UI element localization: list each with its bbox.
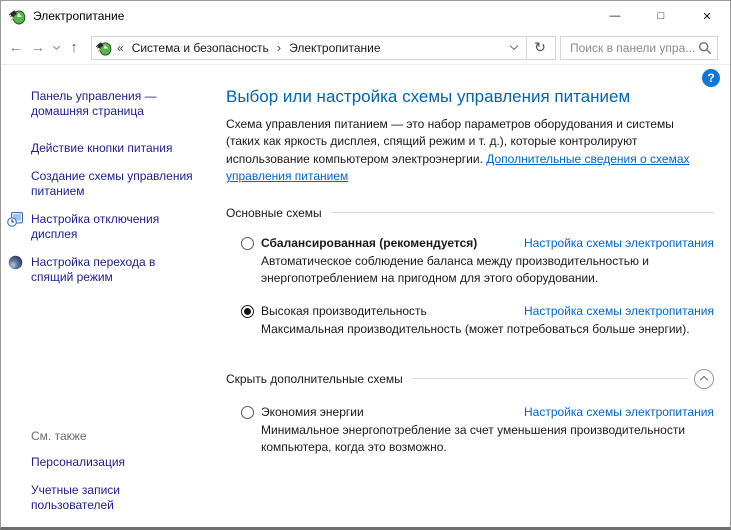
page-title: Выбор или настройка схемы управления питанием <box>226 87 631 106</box>
display-timeout-icon <box>7 211 24 228</box>
recent-pages-dropdown[interactable] <box>49 36 63 60</box>
main-panel <box>212 65 730 527</box>
maximize-button[interactable]: □ <box>657 10 665 22</box>
sidebar-item-control-panel-home[interactable]: Панель управления — домашняя страница <box>31 89 157 118</box>
breadcrumb-power-options[interactable]: Электропитание <box>289 40 381 55</box>
search-box[interactable] <box>560 36 718 60</box>
address-bar[interactable] <box>91 36 556 60</box>
refresh-button[interactable]: ↻ <box>534 39 546 55</box>
up-button[interactable]: ↑ <box>70 39 78 56</box>
power-plug-icon <box>96 40 112 56</box>
breadcrumb-collapse[interactable]: « <box>117 40 124 55</box>
sidebar-item-label: Настройка перехода в спящий режим <box>31 255 156 284</box>
sidebar <box>1 65 212 527</box>
plan-power-saver <box>226 405 714 457</box>
chevron-up-icon <box>700 376 708 384</box>
section-label: Основные схемы <box>226 205 322 220</box>
plan-settings-link[interactable]: Настройка схемы электропитания <box>524 235 714 250</box>
plan-label[interactable]: Экономия энергии <box>261 404 364 419</box>
section-primary-plans <box>226 206 714 220</box>
see-also-section <box>1 429 212 513</box>
collapse-section-button[interactable] <box>694 369 714 389</box>
section-divider <box>412 378 688 379</box>
plan-description: Автоматическое соблюдение баланса между производительностью и энергопотреблением на пригодном для этого оборудовании. <box>261 253 650 285</box>
radio-power-saver[interactable] <box>241 406 254 419</box>
sidebar-item-label: Настройка отключения дисплея <box>31 212 160 241</box>
plan-high-performance <box>226 304 714 338</box>
plan-description: Максимальная производительность (может потребоваться больше энергии). <box>261 322 690 337</box>
chevron-down-icon <box>52 42 59 49</box>
forward-button[interactable]: → <box>30 39 46 56</box>
plan-settings-link[interactable]: Настройка схемы электропитания <box>524 304 714 319</box>
plan-label[interactable]: Сбалансированная (рекомендуется) <box>261 235 478 250</box>
more-info-link[interactable]: Дополнительные сведения о схемах управления питанием <box>226 151 690 184</box>
see-also-header: См. также <box>31 429 87 443</box>
sidebar-item-user-accounts[interactable]: Учетные записи пользователей <box>31 483 120 512</box>
help-icon[interactable]: ? <box>702 69 720 87</box>
sidebar-item-sleep-settings[interactable] <box>31 255 193 285</box>
section-divider <box>331 212 714 213</box>
section-label[interactable]: Скрыть дополнительные схемы <box>226 371 403 386</box>
sidebar-item-display-timeout[interactable] <box>31 212 193 242</box>
breadcrumb-separator-icon[interactable]: › <box>276 40 282 55</box>
close-button[interactable]: ✕ <box>702 10 712 23</box>
intro-body: Схема управления питанием — это набор параметров оборудования и системы (таких как яркость дисплея, спящий режим и т. д.), которые контролируют использование компьютером электроэнергии. <box>226 117 674 166</box>
plan-settings-link[interactable]: Настройка схемы электропитания <box>524 404 714 419</box>
power-plug-icon <box>9 8 26 25</box>
window-title: Электропитание <box>33 9 125 23</box>
radio-high-performance[interactable] <box>241 305 254 318</box>
breadcrumb-system-security[interactable]: Система и безопасность <box>131 40 269 55</box>
search-input[interactable] <box>568 40 698 56</box>
title-bar <box>1 1 730 31</box>
plan-description: Минимальное энергопотребление за счет уменьшения производительности компьютера, когда это возможно. <box>261 422 686 455</box>
navigation-bar <box>1 31 730 65</box>
plan-balanced <box>226 236 714 288</box>
plan-label[interactable]: Высокая производительность <box>261 304 427 319</box>
sidebar-item-personalization[interactable]: Персонализация <box>31 455 126 469</box>
sidebar-item-power-button-action[interactable]: Действие кнопки питания <box>31 141 173 155</box>
intro-text <box>226 116 710 186</box>
section-additional-plans <box>226 369 714 389</box>
address-dropdown-button[interactable] <box>503 46 525 49</box>
address-divider <box>526 37 527 59</box>
chevron-down-icon <box>510 42 518 50</box>
radio-balanced[interactable] <box>241 237 254 250</box>
minimize-button[interactable]: — <box>609 10 621 22</box>
back-button[interactable]: ← <box>8 39 24 56</box>
search-icon[interactable] <box>698 41 712 55</box>
sleep-icon <box>7 254 24 271</box>
content-area <box>1 65 730 527</box>
sidebar-item-create-power-plan[interactable]: Создание схемы управления питанием <box>31 169 193 198</box>
